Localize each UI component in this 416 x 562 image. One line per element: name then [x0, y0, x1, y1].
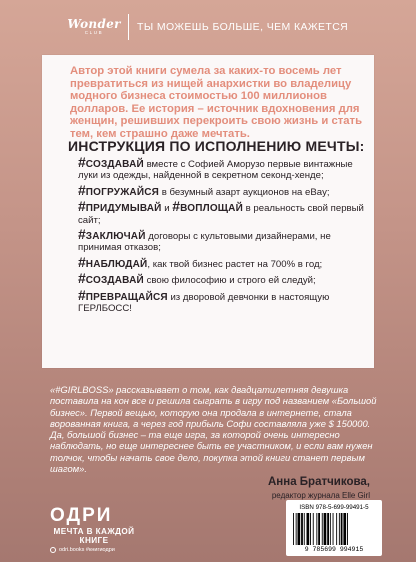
hash-icon: #: [78, 253, 86, 270]
header-bar: [66, 10, 396, 44]
barcode-bar: [304, 513, 305, 545]
step-3: #ПРИДУМЫВАЙ и #ВОПЛОЩАЙ в реальность свой первый сайт;: [78, 198, 364, 226]
barcode-bar: [322, 513, 323, 545]
publisher-slogan: МЕЧТА В КАЖДОЙ КНИГЕ: [53, 527, 135, 545]
barcode-bar: [296, 513, 297, 545]
hash-icon: #: [172, 198, 181, 215]
hash-icon: #: [78, 181, 86, 198]
instruction-steps: [78, 154, 364, 317]
barcode-bar: [330, 513, 331, 545]
barcode-bar: [307, 513, 310, 545]
step-1: #СОЗДАВАЙ вместе с Софией Аморузо первые винтажные луки из одежды, найденной в секретном секонд-хенде;: [78, 154, 353, 182]
hash-icon: #: [78, 154, 86, 170]
hash-icon: #: [78, 198, 86, 215]
barcode-bar: [293, 513, 294, 545]
intro-text: Автор этой книги сумела за каких-то восемь лет превратиться из нищей анархистки во владелицу модного бизнеса стоимостью 100 миллионов долларов. Ее история – источник вдохновения для женщин, решивших перекроить свою жизнь и стать тем, кем страшно даже мечтать.: [70, 65, 363, 140]
barcode-bar: [339, 513, 340, 545]
barcode-bar: [298, 513, 301, 545]
publisher-name: ОДРИ: [50, 505, 113, 526]
quote-author-role: редактор журнала Elle Girl: [271, 491, 370, 500]
hash-icon: #: [78, 226, 86, 243]
barcode-bars: [293, 513, 375, 545]
tagline: ТЫ МОЖЕШЬ БОЛЬШЕ, ЧЕМ КАЖЕТСЯ: [137, 21, 349, 33]
barcode-bar: [327, 513, 329, 545]
barcode-bar: [336, 513, 337, 545]
hash-icon: #: [78, 270, 86, 287]
publisher-links-text: odri.books #книгиодри: [59, 547, 115, 553]
isbn-text: ISBN 978-5-699-99491-5: [299, 504, 369, 511]
content-panel: [42, 55, 374, 368]
barcode-box: [286, 500, 382, 556]
barcode-number: 9 785699 994915: [304, 546, 364, 553]
barcode-bar: [316, 513, 317, 545]
step-7: #ПРЕВРАЩАЙСЯ из дворовой девчонки в настоящую ГЕРЛБОСС!: [78, 286, 330, 315]
barcode-bar: [341, 513, 343, 545]
barcode-bar: [301, 513, 303, 545]
barcode-bar: [318, 513, 320, 545]
barcode-bar: [310, 513, 311, 545]
barcode-bar: [324, 513, 327, 545]
logo-sub-text: CLUB: [84, 30, 104, 36]
wonder-club-logo: [66, 18, 122, 36]
barcode-bar: [333, 513, 334, 545]
hash-icon: #: [78, 286, 86, 303]
step-4: #ЗАКЛЮЧАЙ договоры с культовыми дизайнерами, не принимая отказов;: [78, 226, 331, 254]
social-icon: [50, 547, 56, 553]
barcode-bar: [313, 513, 314, 545]
header-divider: [128, 14, 129, 40]
barcode-bar: [347, 513, 348, 545]
step-5: #НАБЛЮДАЙ, как твой бизнес растет на 700% в год;: [78, 253, 323, 270]
logo-main-text: Wonder: [67, 17, 121, 32]
publisher-links: [50, 547, 115, 553]
publisher-logo: [50, 506, 160, 545]
step-2: #ПОГРУЖАЙСЯ в безумный азарт аукционов на eBay;: [78, 181, 330, 198]
barcode-bar: [343, 513, 346, 545]
review-quote: «#GIRLBOSS» рассказывает о том, как двадцатилетняя девушка поставила на кон все и решила сыграть в игру под названием «Большой бизнес». Первой вещью, которую она продала в интернете, стала ворованная книга, а через год прибыль Софи составляла уже $ 150000. Да, большой бизнес – та еще игра, за которой очень интересно наблюдать, но еще интереснее быть ее участником, и если вам нужен толчок, чтобы начать свое дело, покупка этой книги станет первым шагом».: [50, 384, 377, 475]
quote-author-name: Анна Братчикова,: [268, 476, 370, 488]
step-6: #СОЗДАВАЙ свою философию и строго ей следуй;: [78, 270, 316, 287]
instructions-title: ИНСТРУКЦИЯ ПО ИСПОЛНЕНИЮ МЕЧТЫ:: [68, 138, 365, 154]
